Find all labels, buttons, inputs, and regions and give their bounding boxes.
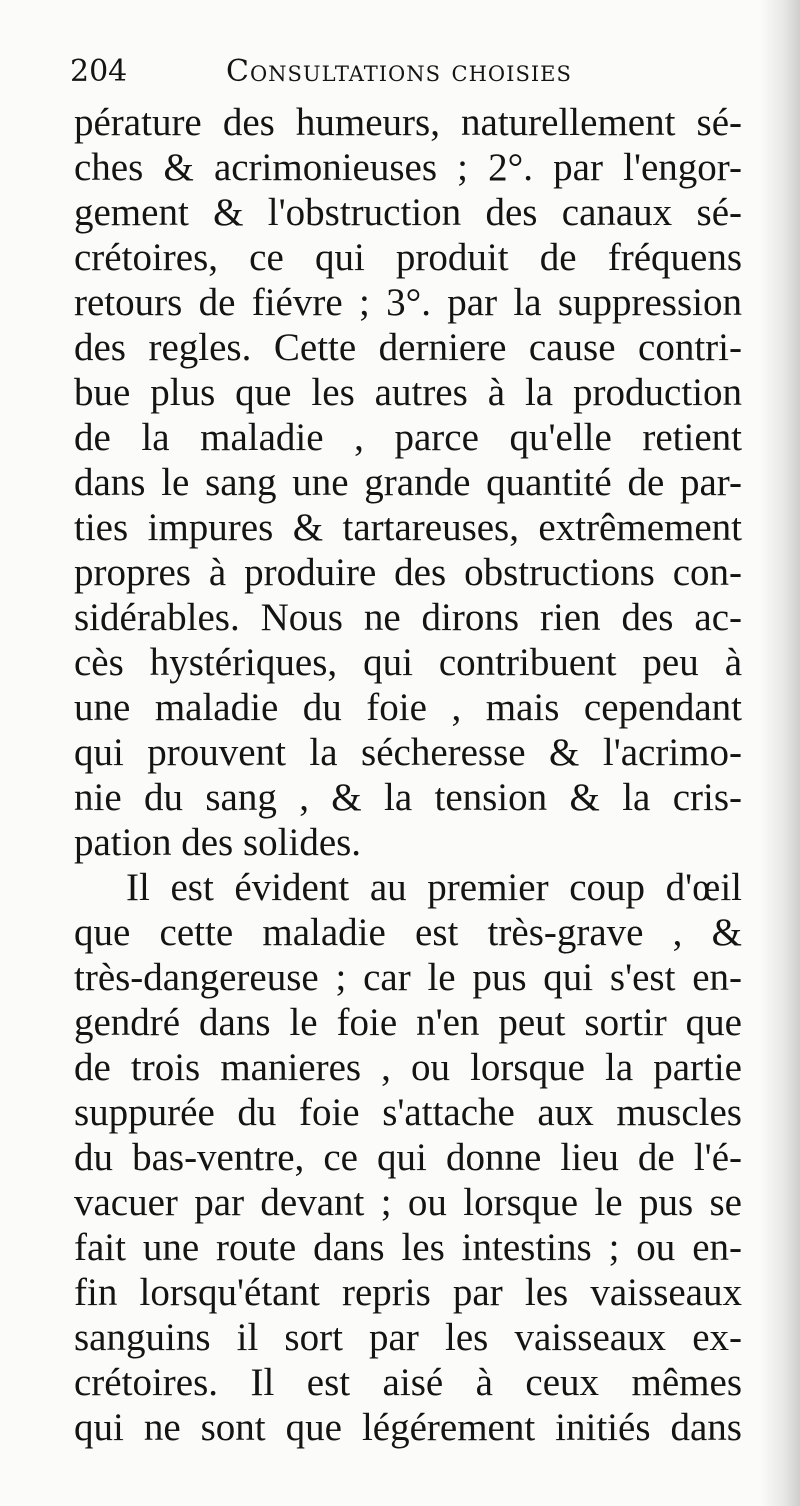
text-line: des regles. Cette derniere cause contri- <box>74 326 742 369</box>
text-line: sanguins il sort par les vaisseaux ex- <box>74 1316 742 1359</box>
text-line: nie du sang , & la tension & la cris- <box>74 776 742 819</box>
text-line: pérature des humeurs, naturellement sé- <box>74 101 742 144</box>
text-line: une maladie du foie , mais cependant <box>74 686 742 729</box>
text-line: très-dangereuse ; car le pus qui s'est en- <box>74 956 742 999</box>
page-gutter-shadow <box>760 0 800 1506</box>
text-line: gendré dans le foie n'en peut sortir que <box>74 1001 742 1044</box>
text-line: dans le sang une grande quantité de par- <box>74 461 742 504</box>
paragraph-start-line: Il est évident au premier coup d'œil <box>126 866 742 909</box>
text-line: crétoires, ce qui produit de fréquens <box>74 236 742 279</box>
text-line: qui prouvent la sécheresse & l'acrimo- <box>74 731 742 774</box>
text-line: qui ne sont que légérement initiés dans <box>74 1406 742 1449</box>
text-line: sidérables. Nous ne dirons rien des ac- <box>74 596 742 639</box>
text-line: cès hystériques, qui contribuent peu à <box>74 641 742 684</box>
paragraph-end-line: pation des solides. <box>74 821 362 864</box>
text-line: ties impures & tartareuses, extrêmement <box>74 506 742 549</box>
page-number: 204 <box>70 54 128 89</box>
text-line: gement & l'obstruction des canaux sé- <box>74 191 742 234</box>
text-line: fait une route dans les intestins ; ou en- <box>74 1226 742 1269</box>
text-line: suppurée du foie s'attache aux muscles <box>74 1091 742 1134</box>
page-header <box>70 50 670 100</box>
text-line: que cette maladie est très-grave , & <box>74 911 742 954</box>
text-line: du bas-ventre, ce qui donne lieu de l'é- <box>74 1136 742 1179</box>
text-line: de trois manieres , ou lorsque la partie <box>74 1046 742 1089</box>
text-line: bue plus que les autres à la production <box>74 371 742 414</box>
text-line: ches & acrimonieuses ; 2°. par l'engor- <box>74 146 742 189</box>
text-line: propres à produire des obstructions con- <box>74 551 742 594</box>
running-title: Consultations choisies <box>226 54 572 89</box>
text-line: crétoires. Il est aisé à ceux mêmes <box>74 1361 742 1404</box>
text-line: de la maladie , parce qu'elle retient <box>74 416 742 459</box>
body-text <box>74 100 742 1450</box>
text-line: retours de fiévre ; 3°. par la suppression <box>74 281 742 324</box>
text-line: vacuer par devant ; ou lorsque le pus se <box>74 1181 742 1224</box>
text-line: fin lorsqu'étant repris par les vaisseaux <box>74 1271 742 1314</box>
